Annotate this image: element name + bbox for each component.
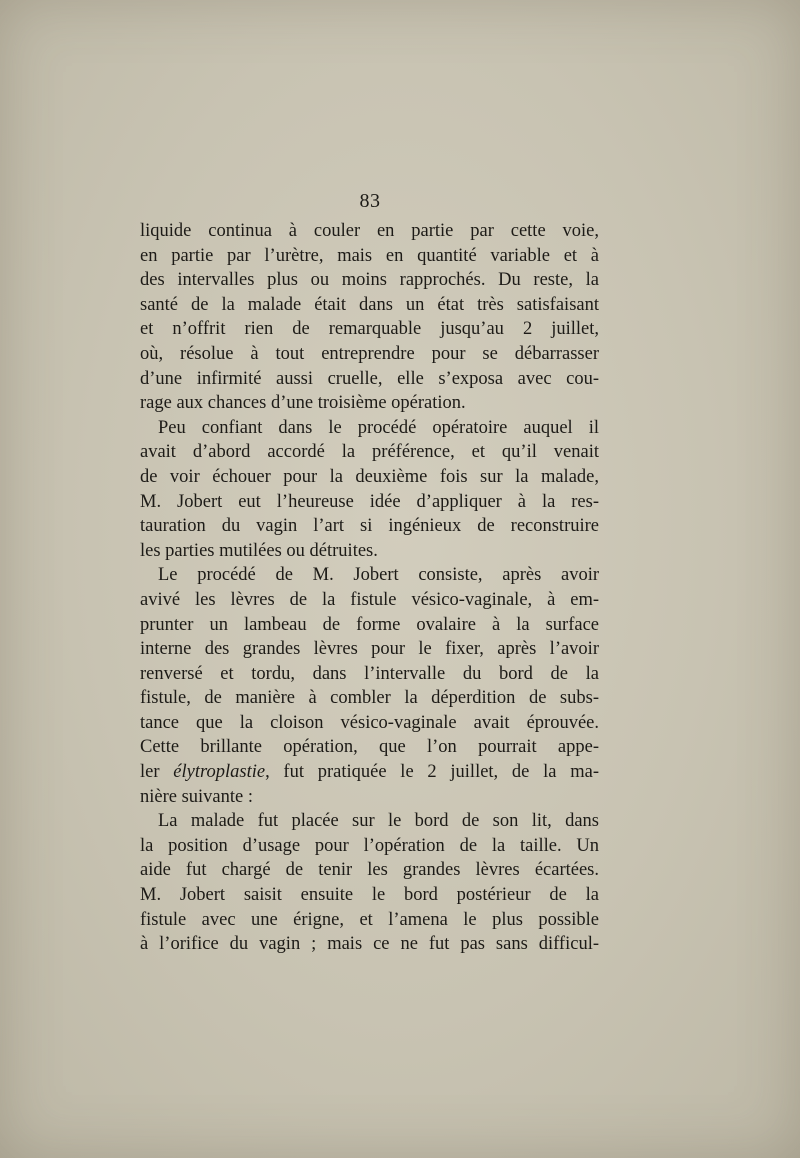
paragraph-start: La malade fut placée sur le bord de son lit, dans — [158, 811, 599, 832]
text-line: fistule, de manière à combler la déperdition de subs- — [140, 688, 599, 709]
text-line: aide fut chargé de tenir les grandes lèvres écartées. — [140, 860, 599, 881]
text-line: santé de la malade était dans un état très satisfaisant — [140, 294, 599, 315]
body-text — [140, 219, 599, 957]
text-line: les parties mutilées ou détruites. — [140, 540, 378, 561]
text-line: fistule avec une érigne, et l’amena le plus possible — [140, 909, 599, 930]
text-line: prunter un lambeau de forme ovalaire à la surface — [140, 614, 599, 635]
text-line: M. Jobert eut l’heureuse idée d’appliquer à la res- — [140, 491, 599, 512]
paragraph-start: Peu confiant dans le procédé opératoire auquel il — [158, 417, 599, 438]
text-line: interne des grandes lèvres pour le fixer, après l’avoir — [140, 639, 599, 660]
text-line: tauration du vagin l’art si ingénieux de reconstruire — [140, 516, 599, 537]
text-line-with-italic — [140, 760, 599, 785]
paragraph-start: Le procédé de M. Jobert consiste, après avoir — [158, 565, 599, 586]
page-number: 83 — [359, 190, 381, 212]
text-line: en partie par l’urètre, mais en quantité variable et à — [140, 245, 599, 266]
text-line: à l’orifice du vagin ; mais ce ne fut pas sans difficul- — [140, 934, 599, 955]
line-start: ler — [140, 762, 174, 783]
text-line: rage aux chances d’une troisième opération. — [140, 393, 466, 414]
text-line: avivé les lèvres de la fistule vésico-vaginale, à em- — [140, 589, 599, 610]
text-line: Cette brillante opération, que l’on pourrait appe- — [140, 737, 599, 758]
text-line: renversé et tordu, dans l’intervalle du bord de la — [140, 663, 599, 684]
italic-term: élytroplastie — [173, 762, 266, 783]
text-line: nière suivante : — [140, 786, 254, 807]
text-line: d’une infirmité aussi cruelle, elle s’exposa avec cou- — [140, 368, 599, 389]
text-line: avait d’abord accordé la préférence, et qu’il venait — [140, 442, 599, 463]
text-line: où, résolue à tout entreprendre pour se débarrasser — [140, 343, 599, 364]
text-line: et n’offrit rien de remarquable jusqu’au 2 juillet, — [140, 319, 599, 340]
text-line: de voir échouer pour la deuxième fois sur la malade, — [140, 466, 599, 487]
text-line: M. Jobert saisit ensuite le bord postérieur de la — [140, 885, 599, 906]
text-line: liquide continua à couler en partie par cette voie, — [140, 221, 599, 241]
text-line: tance que la cloison vésico-vaginale avait éprouvée. — [140, 712, 599, 733]
line-end: , fut pratiquée le 2 juillet, de la ma- — [265, 762, 599, 783]
text-line: la position d’usage pour l’opération de la taille. Un — [140, 835, 599, 856]
text-line: des intervalles plus ou moins rapprochés. Du reste, la — [140, 270, 599, 291]
